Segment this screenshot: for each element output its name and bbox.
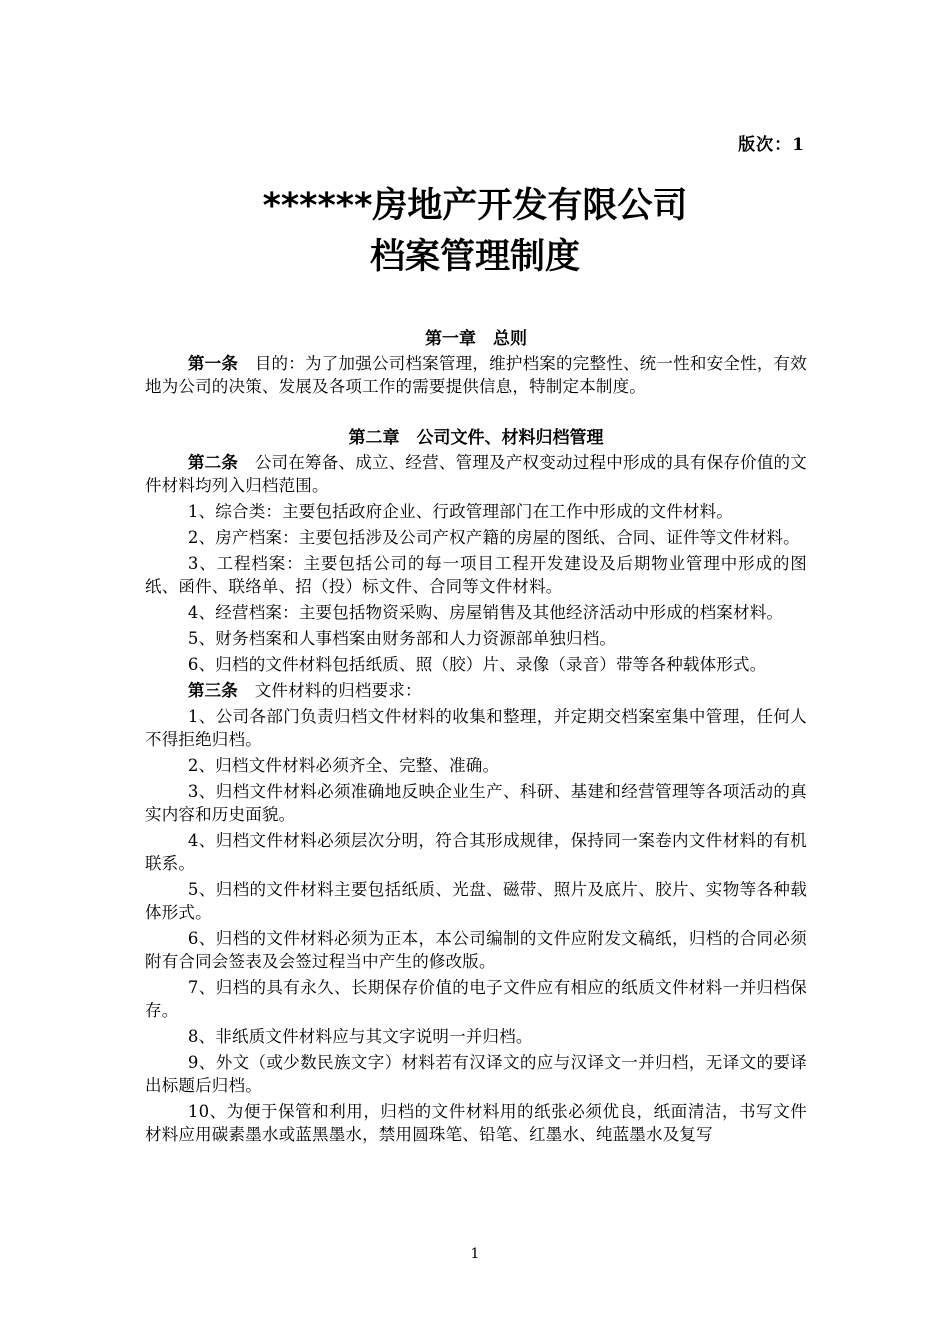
list-item: 9、外文（或少数民族文字）材料若有汉译文的应与汉译文一并归档，无译文的要译出标题后归档。 xyxy=(145,1053,807,1095)
list-item: 1、综合类：主要包括政府企业、行政管理部门在工作中形成的文件材料。 xyxy=(187,502,733,521)
article-text: 公司在筹备、成立、经营、管理及产权变动过程中形成的具有保存价值的文件材料均列入归档范围。 xyxy=(145,453,807,495)
document-body xyxy=(145,326,807,1149)
list-item: 3、归档文件材料必须准确地反映企业生产、科研、基建和经营管理等各项活动的真实内容和历史面貌。 xyxy=(145,782,807,824)
page-number: 1 xyxy=(470,1246,480,1262)
article-label: 第二条 xyxy=(187,453,239,472)
document-title: 档案管理制度 xyxy=(369,237,580,277)
list-item: 5、财务档案和人事档案由财务部和人力资源部单独归档。 xyxy=(187,629,617,648)
list-item: 8、非纸质文件材料应与其文字说明一并归档。 xyxy=(187,1027,533,1046)
article-label: 第三条 xyxy=(187,681,238,700)
section-gap xyxy=(145,401,807,425)
list-item: 10、为便于保管和利用，归档的文件材料用的纸张必须优良，纸面清洁，书写文件材料应用碳素墨水或蓝黑墨水，禁用圆珠笔、铅笔、红墨水、纯蓝墨水及复写 xyxy=(145,1102,807,1144)
article-1 xyxy=(145,352,807,401)
article-text: 文件材料的归档要求： xyxy=(238,681,422,700)
article-text: 目的：为了加强公司档案管理，维护档案的完整性、统一性和安全性，有效地为公司的决策、发展及各项工作的需要提供信息，特制定本制度。 xyxy=(145,354,807,396)
article-2 xyxy=(145,451,807,500)
list-item: 5、归档的文件材料主要包括纸质、光盘、磁带、照片及底片、胶片、实物等各种载体形式。 xyxy=(145,880,807,922)
list-item: 2、房产档案：主要包括涉及公司产权产籍的房屋的图纸、合同、证件等文件材料。 xyxy=(187,528,800,547)
list-item: 4、归档文件材料必须层次分明，符合其形成规律，保持同一案卷内文件材料的有机联系。 xyxy=(145,831,807,873)
article-3 xyxy=(145,679,807,705)
chapter-heading-2: 第二章 公司文件、材料归档管理 xyxy=(348,428,604,448)
list-item: 3、工程档案：主要包括公司的每一项目工程开发建设及后期物业管理中形成的图纸、函件、联络单、招（投）标文件、合同等文件材料。 xyxy=(145,554,807,596)
edition-label: 版次：1 xyxy=(738,135,805,155)
chapter-heading-1: 第一章 总则 xyxy=(425,329,527,349)
list-item: 2、归档文件材料必须齐全、完整、准确。 xyxy=(187,756,500,775)
list-item: 4、经营档案：主要包括物资采购、房屋销售及其他经济活动中形成的档案材料。 xyxy=(187,603,784,622)
article-label: 第一条 xyxy=(187,354,239,373)
company-title: ******房地产开发有限公司 xyxy=(262,186,688,226)
list-item: 7、归档的具有永久、长期保存价值的电子文件应有相应的纸质文件材料一并归档保存。 xyxy=(145,978,807,1020)
list-item: 6、归档的文件材料包括纸质、照（胶）片、录像（录音）带等各种载体形式。 xyxy=(187,655,767,674)
list-item: 6、归档的文件材料必须为正本，本公司编制的文件应附发文稿纸，归档的合同必须附有合同会签表及会签过程当中产生的修改版。 xyxy=(145,929,807,971)
list-item: 1、公司各部门负责归档文件材料的收集和整理，并定期交档案室集中管理，任何人不得拒绝归档。 xyxy=(145,707,807,749)
